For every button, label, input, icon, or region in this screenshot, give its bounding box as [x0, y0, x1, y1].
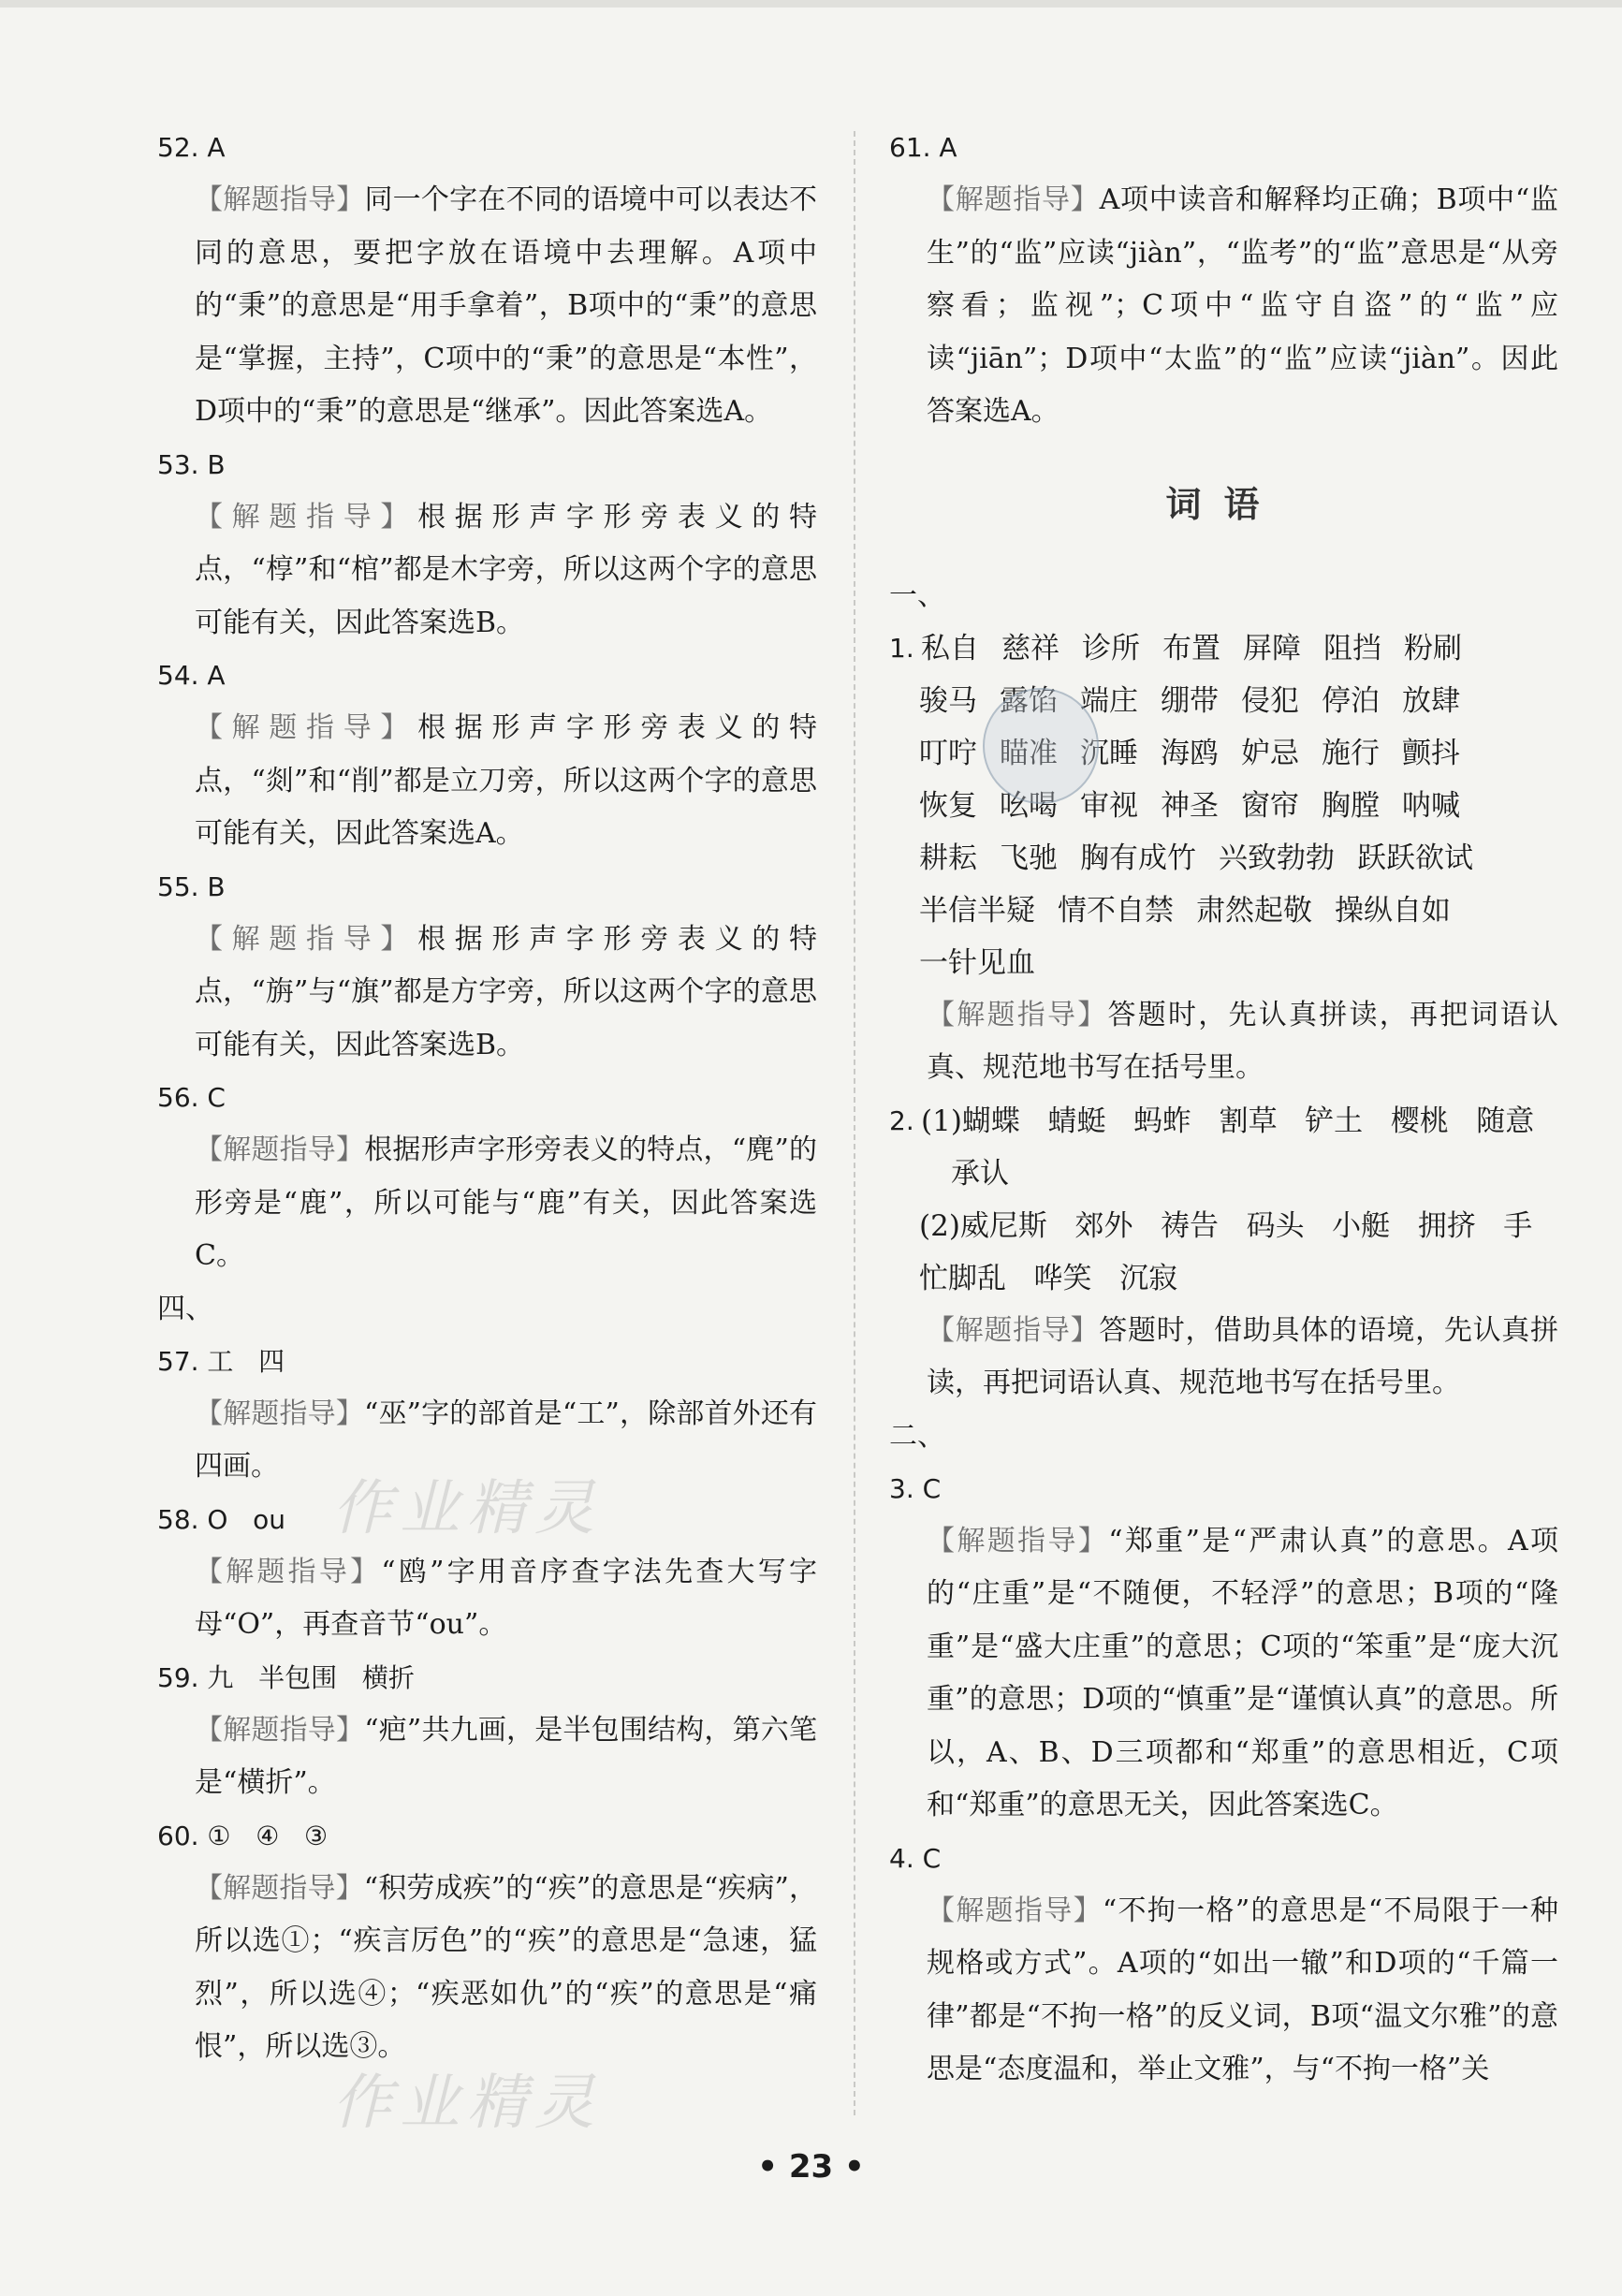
- explanation-text: 同一个字在不同的语境中可以表达不同的意思，要把字放在语境中去理解。A项中的“秉”的意思是“用手拿着”，B项中的“秉”的意思是“掌握，主持”，C项中的“秉”的意思是“本性”，D项中的“秉”的意思是“继承”。因此答案选A。: [195, 183, 818, 428]
- watermark: 作业精灵: [332, 1474, 602, 1543]
- question-60: [157, 1810, 817, 2074]
- word: 瞄准: [1000, 736, 1058, 770]
- question-59: [157, 1652, 817, 1810]
- word: 骏马: [919, 683, 977, 718]
- answer-number: 59. 九 半包围 横折: [157, 1661, 415, 1693]
- guide-tag: 【解题指导】: [927, 1894, 1103, 1927]
- guide-tag: 【解题指导】: [195, 500, 418, 534]
- guide-tag: 【解题指导】: [927, 1313, 1100, 1347]
- right-column: [889, 122, 1558, 2097]
- question-55: [157, 861, 817, 1073]
- explanation: [927, 174, 1558, 439]
- explanation: [195, 174, 817, 439]
- explanation: [927, 1305, 1558, 1411]
- words: (1)蝴蝶 蜻蜓 蚂蚱 割草 铲土 樱桃 随意: [921, 1104, 1535, 1138]
- section-heading-2: 二、: [889, 1419, 945, 1453]
- explanation-text: 答题时，借助具体的语境，先认真拼读，再把词语认真、规范地书写在括号里。: [927, 1313, 1559, 1399]
- page-number: • 23 •: [757, 2148, 865, 2186]
- answer-number: 55. B: [157, 870, 226, 902]
- question-2: [889, 1095, 1558, 1411]
- word: 屏障: [1243, 631, 1301, 665]
- explanation-text: 答题时，先认真拼读，再把词语认真、规范地书写在括号里。: [927, 998, 1558, 1084]
- explanation-text: “鸥”字用音序查字法先查大写字母“O”，再查音节“ou”。: [195, 1555, 817, 1641]
- word-row: [889, 780, 1558, 832]
- guide-tag: 【解题指导】: [195, 711, 418, 744]
- question-56: [157, 1072, 817, 1283]
- word: 叮咛: [919, 736, 977, 770]
- word: 肃然起敬: [1196, 893, 1312, 928]
- explanation: [927, 989, 1558, 1095]
- word: 半信半疑: [919, 893, 1035, 928]
- question-61: [889, 122, 1558, 439]
- word: 绷带: [1161, 683, 1219, 718]
- word: 慈祥: [1001, 631, 1059, 665]
- guide-tag: 【解题指导】: [927, 1524, 1109, 1557]
- word: 布置: [1162, 631, 1220, 665]
- guide-tag: 【解题指导】: [195, 1871, 364, 1905]
- word: 侵犯: [1241, 683, 1299, 718]
- watermark: 作业精灵: [332, 2069, 602, 2138]
- guide-tag: 【解题指导】: [927, 998, 1108, 1031]
- word: 操纵自如: [1335, 893, 1451, 928]
- answer-number: 4. C: [889, 1842, 942, 1874]
- question-4: [889, 1833, 1558, 2097]
- left-column: [157, 122, 817, 2074]
- word: 跃跃欲试: [1357, 841, 1473, 875]
- answer-number: 57. 工 四: [157, 1345, 285, 1377]
- word: 诊所: [1082, 631, 1140, 665]
- answer-number: 1.: [889, 632, 914, 664]
- word: 海鸥: [1161, 736, 1219, 770]
- column-divider: [854, 131, 855, 2115]
- explanation-text: 根据形声字形旁表义的特点，“剡”和“削”都是立刀旁，所以这两个字的意思可能有关，因此答案选A。: [195, 711, 817, 850]
- word-row: [889, 832, 1558, 885]
- answer-number: 54. A: [157, 660, 226, 691]
- question-1: [889, 622, 1558, 1095]
- explanation: [927, 1885, 1558, 2097]
- question-54: [157, 650, 817, 861]
- question-52: [157, 122, 817, 439]
- explanation-text: “郑重”是“严肃认真”的意思。A项的“庄重”是“不随便，不轻浮”的意思；B项的“隆重”是“盛大庄重”的意思；C项的“笨重”是“庞大沉重”的意思；D项的“慎重”是“谨慎认真”的意思。所以，A、B、D三项都和“郑重”的意思相近，C项和“郑重”的意思无关，因此答案选C。: [927, 1524, 1559, 1821]
- explanation: [195, 1704, 817, 1810]
- word: 粉刷: [1404, 631, 1462, 665]
- explanation-text: “积劳成疾”的“疾”的意思是“疾病”，所以选①；“疾言厉色”的“疾”的意思是“急速，猛烈”，所以选④；“疾恶如仇”的“疾”的意思是“痛恨”，所以选③。: [195, 1871, 817, 2063]
- explanation-text: “疤”共九画，是半包围结构，第六笔是“横折”。: [195, 1713, 817, 1799]
- word: 一针见血: [919, 945, 1035, 980]
- guide-tag: 【解题指导】: [195, 1555, 382, 1588]
- explanation-text: 根据形声字形旁表义的特点，“麂”的形旁是“鹿”，所以可能与“鹿”有关，因此答案选C。: [195, 1133, 817, 1272]
- question-53: [157, 439, 817, 651]
- word: 兴致勃勃: [1219, 841, 1335, 875]
- word: 呐喊: [1402, 788, 1460, 823]
- explanation-text: 根据形声字形旁表义的特点，“椁”和“棺”都是木字旁，所以这两个字的意思可能有关，因此答案选B。: [195, 500, 817, 639]
- answer-number: 53. B: [157, 448, 226, 480]
- word: 神圣: [1161, 788, 1219, 823]
- answer-number: 61. A: [889, 132, 957, 163]
- explanation-text: “不拘一格”的意思是“不局限于一种规格或方式”。A项的“如出一辙”和D项的“千篇一律”都是“不拘一格”的反义词，B项“温文尔雅”的意思是“态度温和，举止文雅”，与“不拘一格”关: [927, 1894, 1558, 2085]
- word: 沉睡: [1080, 736, 1138, 770]
- word-row: [889, 937, 1558, 989]
- word: 施行: [1322, 736, 1380, 770]
- word-row: 忙脚乱 哗笑 沉寂: [919, 1261, 1178, 1295]
- word: 窗帘: [1241, 788, 1299, 823]
- explanation-text: 根据形声字形旁表义的特点，“旃”与“旗”都是方字旁，所以这两个字的意思可能有关，因此答案选B。: [195, 922, 817, 1061]
- explanation-text: “巫”字的部首是“工”，除部首外还有四画。: [195, 1397, 817, 1483]
- word-row: [889, 885, 1558, 937]
- word: 私自: [921, 631, 979, 665]
- guide-tag: 【解题指导】: [195, 1713, 365, 1747]
- word: 妒忌: [1241, 736, 1299, 770]
- word: 飞驰: [1000, 841, 1058, 875]
- word: 端庄: [1080, 683, 1138, 718]
- answer-number: 3. C: [889, 1472, 942, 1504]
- word: 耕耘: [919, 841, 977, 875]
- words: [921, 622, 1484, 675]
- explanation: [195, 914, 817, 1073]
- explanation: [195, 1546, 817, 1652]
- guide-tag: 【解题指导】: [927, 183, 1100, 216]
- guide-tag: 【解题指导】: [195, 1133, 365, 1166]
- top-edge: [0, 0, 1622, 7]
- word: 恢复: [919, 788, 977, 823]
- section-title: 词语: [1165, 482, 1282, 525]
- answer-number: 2.: [889, 1104, 914, 1136]
- explanation: [195, 1124, 817, 1283]
- explanation: [195, 491, 817, 651]
- guide-tag: 【解题指导】: [195, 1397, 364, 1430]
- section-heading-4: 四、: [157, 1292, 213, 1325]
- question-3: [889, 1463, 1558, 1833]
- word-row: 承认: [951, 1156, 1009, 1191]
- explanation: [195, 702, 817, 861]
- word-row: [889, 1095, 1558, 1148]
- word: 阻挡: [1323, 631, 1381, 665]
- word: 胸膛: [1322, 788, 1380, 823]
- answer-number: 56. C: [157, 1082, 226, 1113]
- word: 胸有成竹: [1080, 841, 1196, 875]
- word: 审视: [1080, 788, 1138, 823]
- word: 吆喝: [1000, 788, 1058, 823]
- stamp-seal: [983, 688, 1099, 804]
- section-heading-1: 一、: [889, 578, 945, 612]
- word: 情不自禁: [1058, 893, 1174, 928]
- explanation-text: A项中读音和解释均正确；B项中“监生”的“监”应读“jiàn”，“监考”的“监”意思是“从旁察看；监视”；C项中“监守自盗”的“监”应读“jiān”；D项中“太监”的“监”应读“jiàn”。因此答案选A。: [927, 183, 1558, 428]
- answer-number: 52. A: [157, 132, 226, 163]
- guide-tag: 【解题指导】: [195, 922, 418, 956]
- word: 放肆: [1402, 683, 1460, 718]
- explanation: [927, 1515, 1558, 1833]
- word-row: (2)威尼斯 郊外 祷告 码头 小艇 拥挤 手: [919, 1208, 1533, 1243]
- guide-tag: 【解题指导】: [195, 183, 365, 216]
- answer-number: 58. O ou: [157, 1503, 286, 1535]
- explanation: [195, 1863, 817, 2074]
- word: 露馅: [1000, 683, 1058, 718]
- word-row: [889, 622, 1558, 675]
- word: 停泊: [1322, 683, 1380, 718]
- word: 颤抖: [1402, 736, 1460, 770]
- answer-number: 60. ① ④ ③: [157, 1820, 329, 1851]
